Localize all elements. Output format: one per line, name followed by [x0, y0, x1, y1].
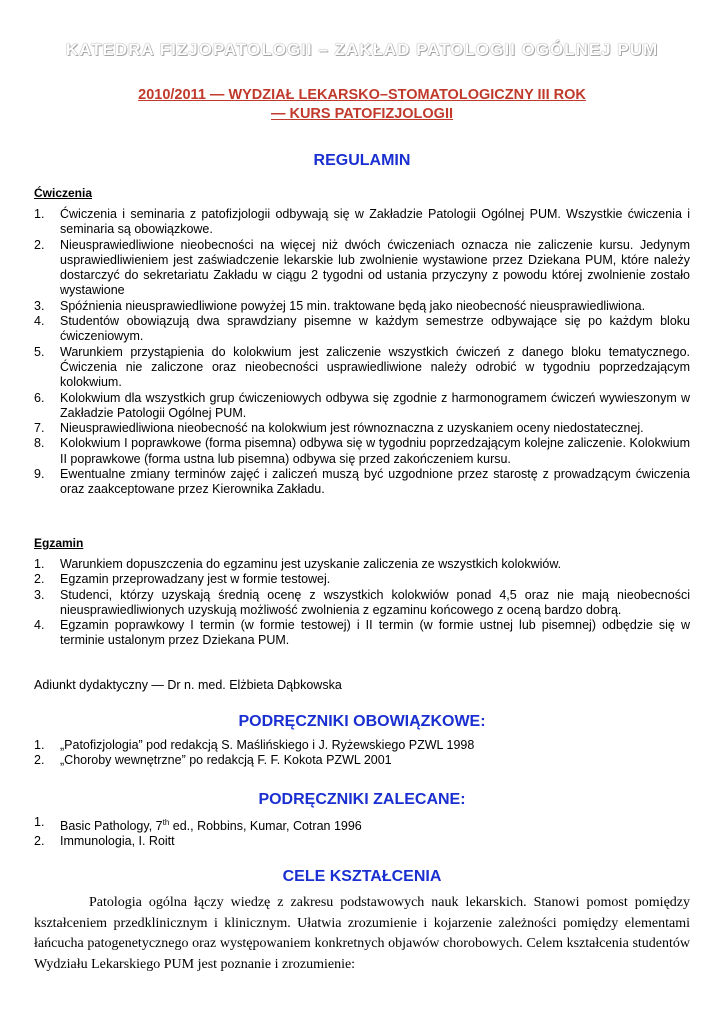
list-item: 8. Kolokwium I poprawkowe (forma pisemna) odbywa się w tygodniu poprzedzającym kolejne zaliczenie. Kolokwium II poprawkowe (forma ustna lub pisemna) odbywa się przed zakończeniem kursu.	[34, 436, 690, 466]
obowiazkowe-heading: PODRĘCZNIKI OBOWIĄZKOWE:	[238, 713, 486, 730]
list-item: 1. Ćwiczenia i seminaria z patofizjologii odbywają się w Zakładzie Patologii Ogólnej PUM. Wszystkie ćwiczenia i seminaria są obowiązkowe.	[34, 207, 690, 237]
list-item: 3. Studenci, którzy uzyskają średnią ocenę z wszystkich kolokwiów ponad 4,5 oraz nie mają nieobecności nieusprawiedliwionych uzyskują możliwość zwolnienia z egzaminu końcowego z oceną bardzo dobrą.	[34, 587, 690, 617]
list-item: 2. Nieusprawiedliwione nieobecności na więcej niż dwóch ćwiczeniach oznacza nie zaliczenie kursu. Jedynym usprawiedliwieniem jest zaświadczenie lekarskie lub zwolnienie wystawione przez Dziekana PUM, które należy dostarczyć do sekretariatu Zakładu w ciągu 2 tygodni od ustania przyczyny z powodu której zwolnienie zostało wystawione	[34, 237, 690, 298]
zalecane-heading: PODRĘCZNIKI ZALECANE:	[258, 791, 466, 808]
list-item: 1. Basic Pathology, 7th ed., Robbins, Kumar, Cotran 1996	[34, 815, 362, 834]
course-title-line2: — KURS PATOFIZJOLOGII	[270, 106, 454, 122]
list-item: 5. Warunkiem przystąpienia do kolokwium jest zaliczenie wszystkich ćwiczeń z danego bloku tematycznego. Ćwiczenia nie zaliczone oraz nieobecności usprawiedliwione należy odrobić w tygodniu poprzedzającym kolokwium.	[34, 344, 690, 390]
regulamin-heading: REGULAMIN	[313, 152, 411, 169]
list-item: 1. Warunkiem dopuszczenia do egzaminu jest uzyskanie zaliczenia ze wszystkich kolokwiów.	[34, 557, 562, 571]
list-item: 1. „Patofizjologia” pod redakcją S. Maślińskiego i J. Ryżewskiego PZWL 1998	[34, 738, 475, 752]
course-title-line1: 2010/2011 — WYDZIAŁ LEKARSKO–STOMATOLOGICZNY III ROK	[138, 87, 586, 103]
list-item: 6. Kolokwium dla wszystkich grup ćwiczeniowych odbywa się zgodnie z harmonogramem ćwiczeń wywieszonym w Zakładzie Patologii Ogólnej PUM.	[34, 390, 690, 420]
zalecane-list	[34, 815, 690, 850]
obowiazkowe-list	[34, 738, 690, 769]
course-title	[40, 86, 684, 124]
cele-paragraph: Patologia ogólna łączy wiedzę z zakresu podstawowych nauk lekarskich. Stanowi pomost pomiędzy kształceniem przedklinicznym i klinicznym. Ułatwia zrozumienie i kojarzenie zależności pomiędzy elementami łańcucha patogenetycznego oraz występowaniem konkretnych objawów chorobowych. Celem kształcenia studentów Wydziału Lekarskiego PUM jest poznanie i zrozumienie:	[34, 895, 690, 972]
cwiczenia-list	[34, 207, 690, 498]
list-item: 7. Nieusprawiedliwiona nieobecność na kolokwium jest równoznaczna z uzyskaniem oceny niedostatecznej.	[34, 421, 644, 436]
list-item: 2. Egzamin przeprowadzany jest w formie testowej.	[34, 572, 331, 587]
egzamin-list	[34, 557, 690, 649]
egzamin-subheading: Egzamin	[34, 536, 84, 550]
list-item: 9. Ewentualne zmiany terminów zajęć i zaliczeń muszą być uzgodnione przez starostę z prowadzącym ćwiczenia oraz zaakceptowane przez Kierownika Zakładu.	[34, 467, 690, 497]
department-header: KATEDRA FIZJOPATOLOGII – ZAKŁAD PATOLOGII OGÓLNEJ PUM	[65, 40, 659, 59]
list-item: 3. Spóźnienia nieusprawiedliwione powyżej 15 min. traktowane będą jako nieobecność nieusprawiedliwiona.	[34, 298, 646, 313]
list-item: 2. „Choroby wewnętrzne” po redakcją F. F. Kokota PZWL 2001	[34, 753, 392, 768]
cwiczenia-subheading: Ćwiczenia	[34, 186, 93, 200]
list-item: 4. Studentów obowiązują dwa sprawdziany pisemne w każdym semestrze odbywające się po każdym bloku ćwiczeniowym.	[34, 314, 690, 344]
list-item: 4. Egzamin poprawkowy I termin (w formie testowej) i II termin (w formie ustnej lub pisemnej) odbędzie się w terminie ustalonym przez Dziekana PUM.	[34, 618, 690, 648]
cele-heading: CELE KSZTAŁCENIA	[282, 868, 442, 885]
list-item: 2. Immunologia, I. Roitt	[34, 834, 175, 849]
signature: Adiunkt dydaktyczny — Dr n. med. Elżbieta Dąbkowska	[34, 678, 342, 692]
